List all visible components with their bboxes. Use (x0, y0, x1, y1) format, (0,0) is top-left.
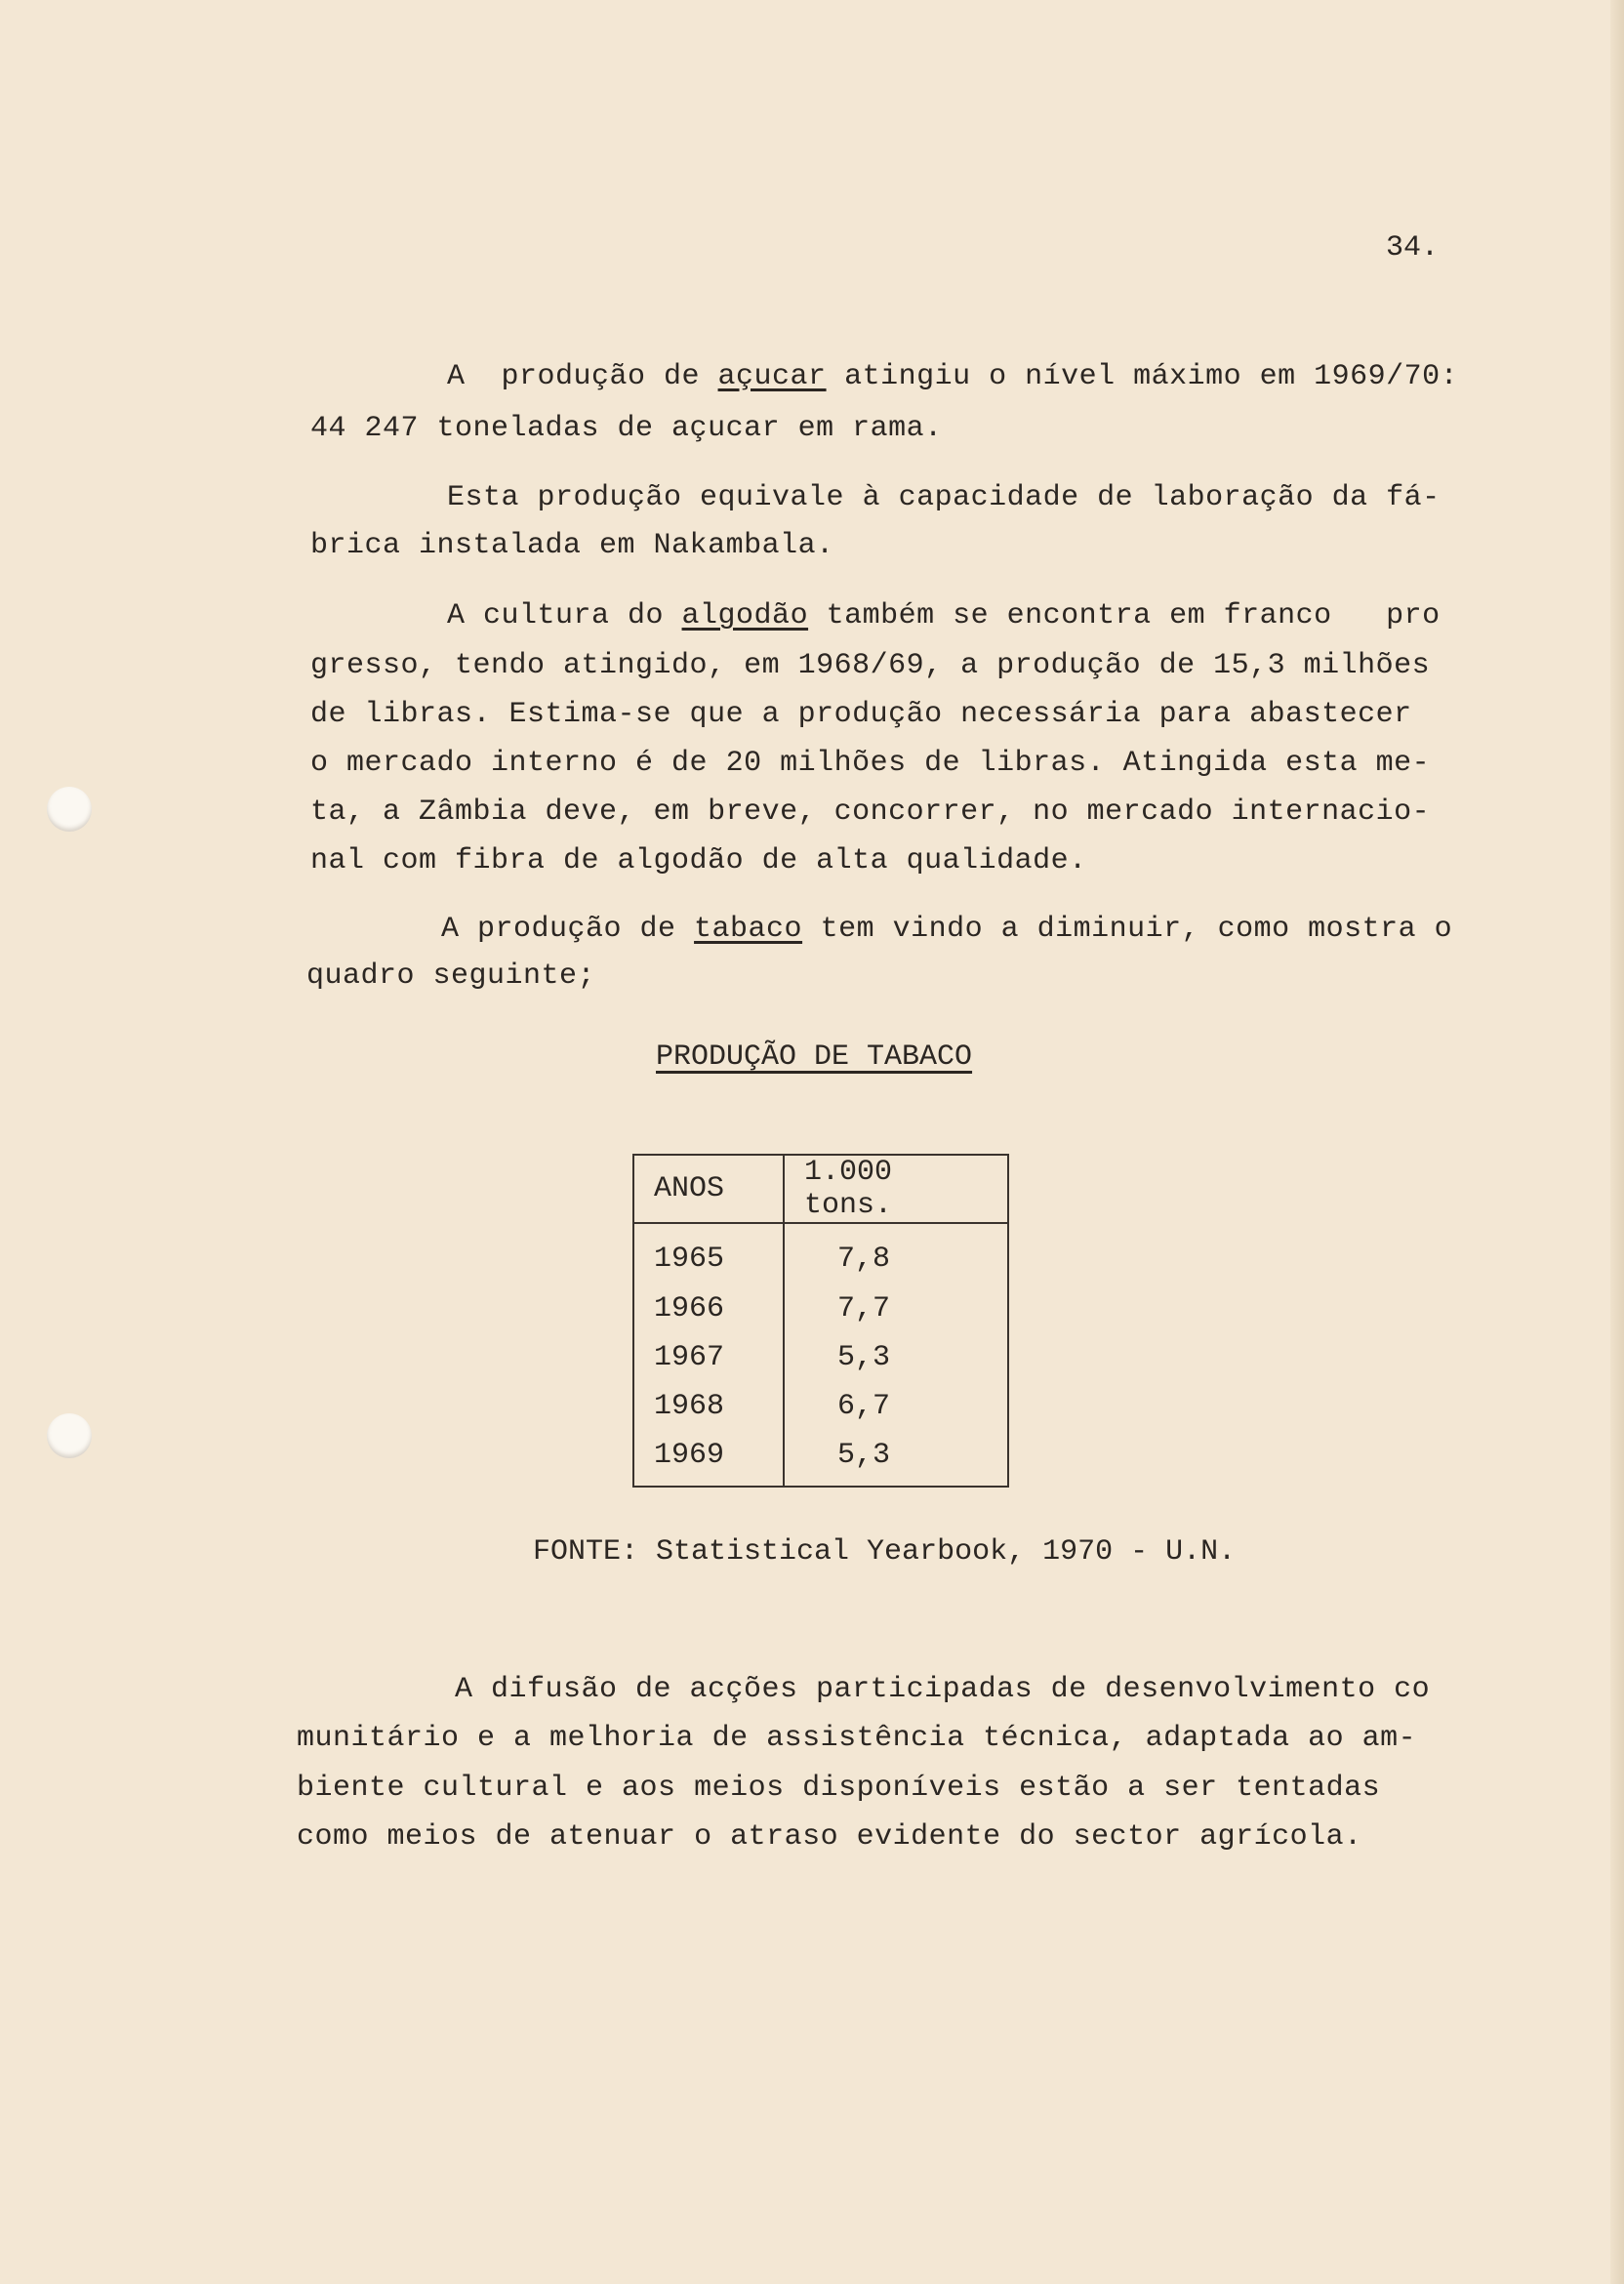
paragraph-tobacco-line-1 (441, 906, 1452, 954)
table-header-row (633, 1155, 1008, 1223)
paragraph-cotton-line-2: gresso, tendo atingido, em 1968/69, a produção de 15,3 milhões (310, 649, 1431, 682)
cell-year: 1966 (633, 1285, 784, 1333)
cell-year: 1969 (633, 1431, 784, 1487)
paragraph-cotton-line-5: ta, a Zâmbia deve, em breve, concorrer, no mercado internacio- (310, 795, 1431, 829)
header-years: ANOS (633, 1155, 784, 1223)
cell-tons: 7,7 (837, 1292, 891, 1326)
paragraph-development-line-4: como meios de atenuar o atraso evidente do sector agrícola. (297, 1820, 1362, 1854)
paragraph-development-line-3: biente cultural e aos meios disponíveis estão a ser tentadas (297, 1772, 1381, 1805)
page-edge (1610, 0, 1624, 2284)
text-fragment: A cultura do (447, 599, 682, 632)
paragraph-development-line-1: A difusão de acções participadas de desenvolvimento co (455, 1673, 1431, 1706)
underlined-term-cotton: algodão (681, 599, 809, 632)
cell-year: 1968 (633, 1382, 784, 1431)
text-fragment: também se encontra em franco pro (808, 599, 1441, 632)
text-fragment: tem vindo a diminuir, como mostra o (802, 913, 1453, 946)
paragraph-sugar-line-2: 44 247 toneladas de açucar em rama. (310, 412, 943, 445)
text-fragment: A produção de (447, 360, 718, 393)
cell-year: 1965 (633, 1223, 784, 1285)
table-row (633, 1285, 1008, 1333)
punch-hole-bottom (47, 1413, 92, 1458)
paragraph-factory-line-1: Esta produção equivale à capacidade de laboração da fá- (447, 481, 1441, 514)
table-row (633, 1223, 1008, 1285)
punch-hole-top (47, 787, 92, 832)
table-title: PRODUÇÃO DE TABACO (656, 1040, 973, 1074)
table-source: FONTE: Statistical Yearbook, 1970 - U.N. (533, 1535, 1237, 1569)
underlined-term-tobacco: tabaco (694, 913, 803, 946)
paragraph-factory-line-2: brica instalada em Nakambala. (310, 529, 834, 562)
paragraph-tobacco-line-2: quadro seguinte; (306, 959, 596, 993)
header-thousand-tons: 1.000 tons. (784, 1155, 1008, 1223)
paragraph-cotton-line-6: nal com fibra de algodão de alta qualidade. (310, 844, 1087, 877)
cell-year: 1967 (633, 1333, 784, 1382)
table-row (633, 1431, 1008, 1487)
paragraph-development-line-2: munitário e a melhoria de assistência técnica, adaptada ao am- (297, 1722, 1417, 1755)
paragraph-cotton-line-1 (447, 592, 1441, 640)
page-number: 34. (1386, 231, 1440, 265)
cell-tons: 6,7 (837, 1390, 891, 1423)
table-row (633, 1333, 1008, 1382)
text-fragment: atingiu o nível máximo em 1969/70: (826, 360, 1459, 393)
text-fragment: A produção de (441, 913, 695, 946)
tobacco-production-table (632, 1154, 1009, 1488)
paragraph-cotton-line-4: o mercado interno é de 20 milhões de libras. Atingida esta me- (310, 747, 1431, 780)
underlined-term-sugar: açucar (717, 360, 827, 393)
cell-tons: 5,3 (837, 1439, 891, 1472)
cell-tons: 7,8 (837, 1243, 891, 1276)
table-row (633, 1382, 1008, 1431)
paragraph-cotton-line-3: de libras. Estima-se que a produção necessária para abastecer (310, 698, 1412, 731)
paragraph-sugar-line-1 (447, 353, 1458, 401)
cell-tons: 5,3 (837, 1341, 891, 1374)
